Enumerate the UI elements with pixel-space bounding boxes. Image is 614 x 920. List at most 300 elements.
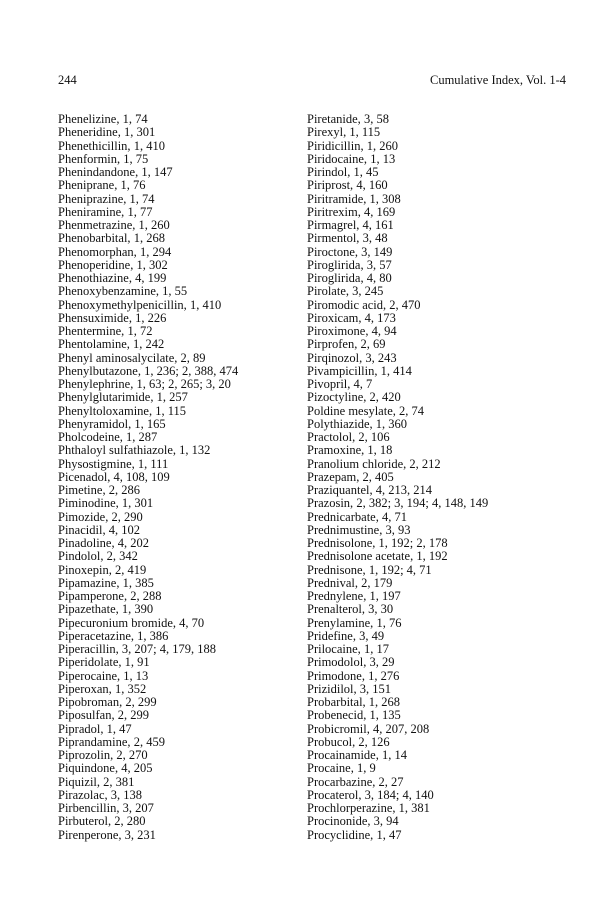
index-entry-term: Pimetine,: [58, 483, 106, 497]
index-entry: [307, 444, 597, 457]
index-entry-refs: 3, 58: [363, 112, 389, 126]
index-entry-term: Phenyl aminosalycilate,: [58, 350, 178, 365]
index-entry: [58, 815, 298, 828]
index-entry-term: Pirenperone,: [58, 827, 122, 842]
index-entry: [58, 206, 298, 219]
index-entry-term: Physostigmine,: [58, 456, 135, 471]
index-entry-term: Piperacetazine,: [58, 628, 134, 643]
index-entry-term: Pranolium chloride,: [307, 456, 407, 471]
index-entry: [58, 232, 298, 245]
index-entry: [307, 497, 597, 510]
index-entry: [58, 259, 298, 272]
index-entry: [58, 471, 298, 484]
index-entry-refs: 1, 115: [155, 403, 187, 418]
index-entry-refs: 2, 89: [180, 350, 206, 365]
index-entry: [307, 113, 597, 126]
index-entry-term: Phenethicillin,: [58, 138, 131, 153]
index-entry-refs: 3, 243: [365, 350, 397, 365]
index-entry-term: Pirprofen,: [307, 337, 358, 352]
index-entry-refs: 1, 197: [369, 589, 401, 603]
index-entry: [58, 709, 298, 722]
index-entry-refs: 3, 94: [373, 814, 399, 829]
index-entry-refs: 2, 382; 3, 194; 4, 148, 149: [356, 496, 489, 511]
index-entry-refs: 4, 202: [117, 536, 149, 550]
index-entry: [58, 140, 298, 153]
index-entry-term: Prednylene,: [307, 589, 367, 603]
index-entry-refs: 4, 207, 208: [372, 721, 430, 736]
index-entry-refs: 2, 74: [399, 403, 424, 418]
index-entry-term: Probicromil,: [307, 721, 370, 736]
index-entry: [307, 166, 597, 179]
index-entry-refs: 1, 55: [162, 284, 188, 299]
index-entry: [307, 391, 597, 404]
index-entry-refs: 2, 69: [360, 337, 386, 352]
index-entry: [307, 577, 597, 590]
index-entry-refs: 1, 147: [141, 165, 173, 179]
index-entry-refs: 1, 302: [136, 257, 168, 272]
index-entry-term: Prednisolone,: [307, 536, 376, 550]
index-entry-refs: 2, 270: [116, 748, 148, 762]
index-entry: [307, 484, 597, 497]
index-entry-refs: 1, 75: [123, 151, 149, 166]
index-entry: [58, 484, 298, 497]
index-entry: [307, 630, 597, 643]
index-entry-refs: 3, 207: [122, 801, 154, 815]
index-entry: [307, 829, 597, 842]
index-entry-refs: 1, 13: [370, 151, 396, 166]
index-entry: [307, 378, 597, 391]
index-entry-refs: 1, 115: [349, 125, 381, 140]
index-entry-refs: 1, 410: [133, 138, 165, 153]
index-entry: [307, 537, 597, 550]
index-entry-term: Piperoxan,: [58, 681, 112, 696]
index-entry-term: Prednicarbate,: [307, 509, 379, 524]
index-entry-refs: 3, 231: [124, 827, 156, 842]
index-entry-refs: 4, 71: [381, 509, 407, 524]
page-number: 244: [58, 73, 77, 87]
index-entry-term: Pinacidil,: [58, 522, 106, 537]
index-entry: [307, 179, 597, 192]
index-entry-term: Piposulfan,: [58, 708, 115, 723]
index-entry-refs: 4, 199: [135, 271, 167, 285]
index-entry-refs: 3, 149: [361, 244, 393, 259]
index-entry-refs: 1, 260: [366, 138, 398, 153]
index-entry-term: Pirolate,: [307, 284, 350, 299]
index-entry-refs: 4, 169: [363, 204, 396, 219]
index-entry-refs: 1, 276: [368, 668, 400, 683]
index-entry: [307, 471, 597, 484]
index-entry-term: Phenobarbital,: [58, 231, 131, 246]
index-entry: [58, 193, 298, 206]
index-entry-refs: 1, 45: [353, 165, 379, 179]
index-entry-refs: 1, 287: [126, 430, 158, 444]
index-column-left: [58, 113, 298, 842]
index-entry: [307, 723, 597, 736]
index-entry-refs: 1, 91: [124, 655, 150, 670]
index-entry-term: Procainamide,: [307, 748, 379, 762]
index-entry: [58, 550, 298, 563]
index-entry: [307, 153, 597, 166]
index-entry-term: Pirmentol,: [307, 231, 360, 246]
index-entry-refs: 1, 414: [380, 363, 412, 378]
index-entry-term: Phenoperidine,: [58, 257, 134, 272]
index-entry-refs: 1, 74: [122, 112, 148, 126]
index-entry-refs: 2, 212: [409, 456, 441, 471]
index-entry-refs: 3, 151: [359, 681, 392, 696]
index-entry-refs: 3, 184; 4, 140: [364, 787, 434, 802]
index-entry-term: Prochlorperazine,: [307, 801, 396, 815]
index-entry-term: Pheniprazine,: [58, 191, 127, 206]
index-entry-term: Piperocaine,: [58, 668, 121, 683]
index-entry-refs: 2, 179: [361, 575, 393, 590]
index-entry-term: Pirbencillin,: [58, 801, 120, 815]
index-entry-term: Pheniprane,: [58, 178, 118, 193]
index-entry-refs: 2, 459: [133, 734, 165, 749]
index-entry-term: Procyclidine,: [307, 827, 374, 842]
index-entry: [58, 312, 298, 325]
index-entry: [307, 126, 597, 139]
index-entry: [58, 338, 298, 351]
index-entry-term: Piromodic acid,: [307, 297, 387, 312]
index-entry: [307, 206, 597, 219]
index-entry-term: Pipamazine,: [58, 575, 120, 590]
index-entry-refs: 3, 30: [368, 602, 394, 617]
index-entry: [307, 524, 597, 537]
index-entry: [307, 736, 597, 749]
index-entry: [307, 762, 597, 775]
index-entry-refs: 3, 57: [366, 257, 392, 272]
index-entry-refs: 2, 419: [114, 562, 147, 577]
index-entry: [58, 246, 298, 259]
index-entry-refs: 1, 13: [123, 668, 149, 683]
index-entry-term: Pholcodeine,: [58, 430, 123, 444]
index-entry-refs: 1, 360: [375, 416, 407, 431]
index-entry: [58, 153, 298, 166]
index-entry: [307, 246, 597, 259]
index-entry: [58, 723, 298, 736]
index-entry: [58, 126, 298, 139]
index-entry-refs: 1, 226: [135, 310, 167, 325]
index-entry-term: Prednival,: [307, 575, 359, 590]
index-entry: [307, 802, 597, 815]
index-entry-refs: 1, 192; 4, 71: [368, 562, 432, 577]
index-entry-term: Phenelizine,: [58, 112, 120, 126]
index-entry: [58, 736, 298, 749]
index-entry: [58, 325, 298, 338]
index-entry-refs: 1, 257: [156, 390, 188, 405]
index-entry-refs: 2, 405: [362, 469, 394, 484]
index-entry: [58, 762, 298, 775]
index-entry-refs: 4, 94: [371, 324, 397, 338]
index-entry-refs: 3, 49: [359, 628, 385, 643]
index-entry-refs: 1, 74: [129, 191, 155, 206]
index-entry-refs: 2, 106: [358, 430, 390, 444]
index-entry-term: Phentolamine,: [58, 337, 130, 352]
index-entry-refs: 4, 213, 214: [375, 483, 432, 497]
index-entry-refs: 1, 381: [398, 801, 430, 815]
index-entry: [58, 405, 298, 418]
index-entry: [58, 113, 298, 126]
index-entry-term: Procarbazine,: [307, 774, 376, 789]
index-entry-term: Pivampicillin,: [307, 363, 378, 378]
index-entry-refs: 4, 160: [356, 178, 388, 193]
index-entry-term: Procinonide,: [307, 814, 371, 829]
index-entry-refs: 2, 299: [117, 708, 149, 723]
index-entry-term: Pirbuterol,: [58, 814, 112, 829]
index-entry-term: Probarbital,: [307, 695, 366, 709]
index-entry-term: Pheneridine,: [58, 125, 121, 140]
running-head: Cumulative Index, Vol. 1-4: [430, 73, 566, 87]
index-entry-term: Phenoxymethylpenicillin,: [58, 297, 187, 312]
index-entry-refs: 1, 76: [376, 615, 402, 630]
index-entry-refs: 4, 80: [366, 271, 392, 285]
index-entry: [58, 285, 298, 298]
index-entry-refs: 2, 126: [358, 734, 390, 749]
index-entry-refs: 1, 268: [368, 695, 401, 709]
index-entry: [307, 749, 597, 762]
index-entry: [58, 524, 298, 537]
index-entry-term: Prilocaine,: [307, 642, 361, 656]
index-entry: [307, 564, 597, 577]
index-entry-term: Piprandamine,: [58, 734, 131, 749]
index-entry-term: Phenindandone,: [58, 165, 139, 179]
index-entry-refs: 4, 102: [108, 522, 140, 537]
index-entry-refs: 1, 242: [133, 337, 165, 352]
index-entry-term: Phenformin,: [58, 151, 121, 166]
index-entry-term: Prazosin,: [307, 496, 354, 511]
index-entry-refs: 2, 288: [130, 589, 162, 603]
index-entry-refs: 1, 192; 2, 178: [378, 536, 448, 550]
index-entry-refs: 4, 70: [179, 615, 205, 630]
index-entry: [58, 179, 298, 192]
index-entry-term: Piminodine,: [58, 496, 119, 511]
index-entry: [58, 444, 298, 457]
index-entry-refs: 1, 18: [367, 443, 393, 458]
index-entry-term: Piroximone,: [307, 324, 369, 338]
index-entry: [307, 617, 597, 630]
index-entry-refs: 3, 245: [352, 284, 384, 299]
index-entry-term: Pinoxepin,: [58, 562, 112, 577]
index-entry-term: Piretanide,: [307, 112, 361, 126]
index-entry: [307, 418, 597, 431]
index-entry-term: Phenylglutarimide,: [58, 390, 154, 405]
index-entry: [58, 603, 298, 616]
index-entry: [58, 656, 298, 669]
index-entry: [58, 511, 298, 524]
index-entry: [307, 511, 597, 524]
index-entry-refs: 1, 192: [416, 549, 448, 564]
index-entry-term: Piridicillin,: [307, 138, 364, 153]
index-entry-refs: 2, 299: [125, 695, 157, 709]
index-entry-refs: 1, 135: [369, 708, 401, 723]
index-entry: [58, 590, 298, 603]
index-entry-term: Phensuximide,: [58, 310, 132, 325]
index-entry-refs: 1, 14: [381, 748, 407, 762]
index-entry-term: Prizidilol,: [307, 681, 357, 696]
index-entry-term: Pirmagrel,: [307, 218, 360, 232]
index-entry-refs: 1, 17: [363, 642, 389, 656]
index-entry: [307, 431, 597, 444]
index-entry-term: Phenmetrazine,: [58, 218, 136, 232]
index-entry-refs: 2, 280: [114, 814, 146, 829]
index-entry: [58, 378, 298, 391]
index-entry-term: Phenyramidol,: [58, 416, 132, 431]
index-entry-term: Piroglirida,: [307, 257, 364, 272]
index-entry-refs: 1, 63; 2, 265; 3, 20: [136, 377, 231, 391]
index-entry: [58, 696, 298, 709]
index-entry-term: Procaterol,: [307, 787, 362, 802]
index-entry: [307, 325, 597, 338]
index-entry: [307, 550, 597, 563]
index-entry-refs: 3, 48: [362, 231, 388, 246]
index-entry-term: Pipobroman,: [58, 695, 123, 709]
index-entry-refs: 1, 385: [122, 575, 154, 590]
index-entry-term: Piquindone,: [58, 761, 119, 776]
index-entry: [307, 709, 597, 722]
index-entry-refs: 4, 173: [364, 310, 396, 325]
index-entry-refs: 1, 260: [138, 218, 170, 232]
index-entry-term: Primodolol,: [307, 655, 367, 670]
index-entry-refs: 2, 342: [106, 549, 138, 564]
index-entry: [307, 259, 597, 272]
index-entry-term: Piprozolin,: [58, 748, 114, 762]
index-entry-refs: 1, 308: [369, 191, 401, 206]
index-entry: [307, 656, 597, 669]
index-entry: [307, 405, 597, 418]
index-entry-term: Pipecuronium bromide,: [58, 615, 177, 630]
index-entry-refs: 3, 29: [369, 655, 395, 670]
index-entry-term: Pirazolac,: [58, 787, 108, 802]
index-entry-term: Practolol,: [307, 430, 356, 444]
index-entry-term: Piriprost,: [307, 178, 354, 193]
index-entry-term: Prenylamine,: [307, 615, 374, 630]
index-entry: [58, 166, 298, 179]
index-entry: [58, 537, 298, 550]
index-entry-refs: 1, 294: [139, 244, 172, 259]
index-entry-refs: 4, 205: [121, 761, 153, 776]
index-entry: [58, 352, 298, 365]
index-entry-term: Praziquantel,: [307, 483, 373, 497]
index-entry-refs: 2, 420: [369, 390, 401, 405]
index-entry-refs: 4, 7: [353, 377, 373, 391]
index-entry-term: Phenomorphan,: [58, 244, 137, 259]
index-entry-refs: 1, 390: [121, 602, 154, 617]
index-entry: [307, 815, 597, 828]
index-entry: [58, 219, 298, 232]
index-entry-refs: 1, 47: [376, 827, 402, 842]
index-entry: [307, 140, 597, 153]
index-entry: [307, 643, 597, 656]
index-entry: [307, 299, 597, 312]
index-entry: [58, 497, 298, 510]
index-entry-term: Phenylephrine,: [58, 377, 134, 391]
index-entry-term: Pizoctyline,: [307, 390, 367, 405]
index-entry-term: Piroxicam,: [307, 310, 362, 325]
index-entry-refs: 3, 93: [385, 522, 411, 537]
index-entry-refs: 1, 111: [137, 456, 169, 471]
index-entry-refs: 1, 386: [137, 628, 169, 643]
index-entry-term: Pipazethate,: [58, 602, 119, 617]
index-entry: [58, 458, 298, 471]
index-entry: [307, 590, 597, 603]
index-entry: [58, 431, 298, 444]
index-entry-refs: 1, 236; 2, 388, 474: [144, 363, 239, 378]
index-entry: [307, 338, 597, 351]
index-entry-refs: 1, 47: [106, 721, 132, 736]
index-entry-term: Piroctone,: [307, 244, 359, 259]
index-entry-term: Pipradol,: [58, 721, 104, 736]
index-entry-term: Pramoxine,: [307, 443, 365, 458]
index-entry: [58, 802, 298, 815]
index-entry: [307, 232, 597, 245]
index-entry-term: Probenecid,: [307, 708, 367, 723]
index-entry: [58, 617, 298, 630]
index-entry-refs: 2, 286: [108, 483, 140, 497]
index-entry-refs: 1, 352: [114, 681, 147, 696]
index-entry-refs: 1, 77: [127, 204, 153, 219]
index-entry-term: Phenothiazine,: [58, 271, 132, 285]
index-entry: [58, 683, 298, 696]
index-entry: [58, 299, 298, 312]
index-entry-term: Pivopril,: [307, 377, 351, 391]
index-entry-term: Phentermine,: [58, 324, 125, 338]
index-entry: [307, 776, 597, 789]
index-entry: [307, 603, 597, 616]
index-entry-term: Pimozide,: [58, 509, 109, 524]
index-entry-term: Polythiazide,: [307, 416, 373, 431]
index-entry: [58, 749, 298, 762]
index-entry: [307, 458, 597, 471]
index-entry-term: Picenadol,: [58, 469, 111, 484]
index-entry-term: Pinadoline,: [58, 536, 115, 550]
index-entry: [307, 696, 597, 709]
index-entry-refs: 1, 9: [356, 761, 376, 776]
index-entry: [58, 391, 298, 404]
index-entry-refs: 2, 381: [103, 774, 135, 789]
index-entry-term: Pheniramine,: [58, 204, 125, 219]
index-entry-term: Piquizil,: [58, 774, 101, 789]
index-entry-term: Pridefine,: [307, 628, 356, 643]
index-entry-term: Phenylbutazone,: [58, 363, 141, 378]
index-entry-term: Prazepam,: [307, 469, 360, 484]
index-entry-term: Poldine mesylate,: [307, 403, 396, 418]
index-entry: [58, 272, 298, 285]
index-entry-term: Pipamperone,: [58, 589, 128, 603]
index-entry: [307, 312, 597, 325]
index-entry-term: Prednisone,: [307, 562, 366, 577]
index-entry: [58, 630, 298, 643]
index-entry-term: Phthaloyl sulfathiazole,: [58, 443, 177, 458]
index-entry: [307, 789, 597, 802]
index-entry: [58, 829, 298, 842]
index-entry: [307, 365, 597, 378]
index-entry-term: Primodone,: [307, 668, 365, 683]
index-entry: [58, 776, 298, 789]
index-entry: [58, 365, 298, 378]
index-entry: [307, 219, 597, 232]
index-entry: [307, 285, 597, 298]
index-entry-term: Piperacillin,: [58, 642, 119, 656]
index-entry-refs: 1, 132: [179, 443, 211, 458]
index-entry-term: Procaine,: [307, 761, 354, 776]
index-entry-term: Pirqinozol,: [307, 350, 363, 365]
index-entry-term: Prednisolone acetate,: [307, 549, 414, 564]
index-entry-refs: 1, 72: [127, 324, 153, 338]
index-entry-refs: 2, 290: [111, 509, 143, 524]
index-entry-term: Pirindol,: [307, 165, 351, 179]
index-entry-refs: 1, 165: [134, 416, 166, 431]
index-entry-refs: 4, 108, 109: [113, 469, 170, 484]
